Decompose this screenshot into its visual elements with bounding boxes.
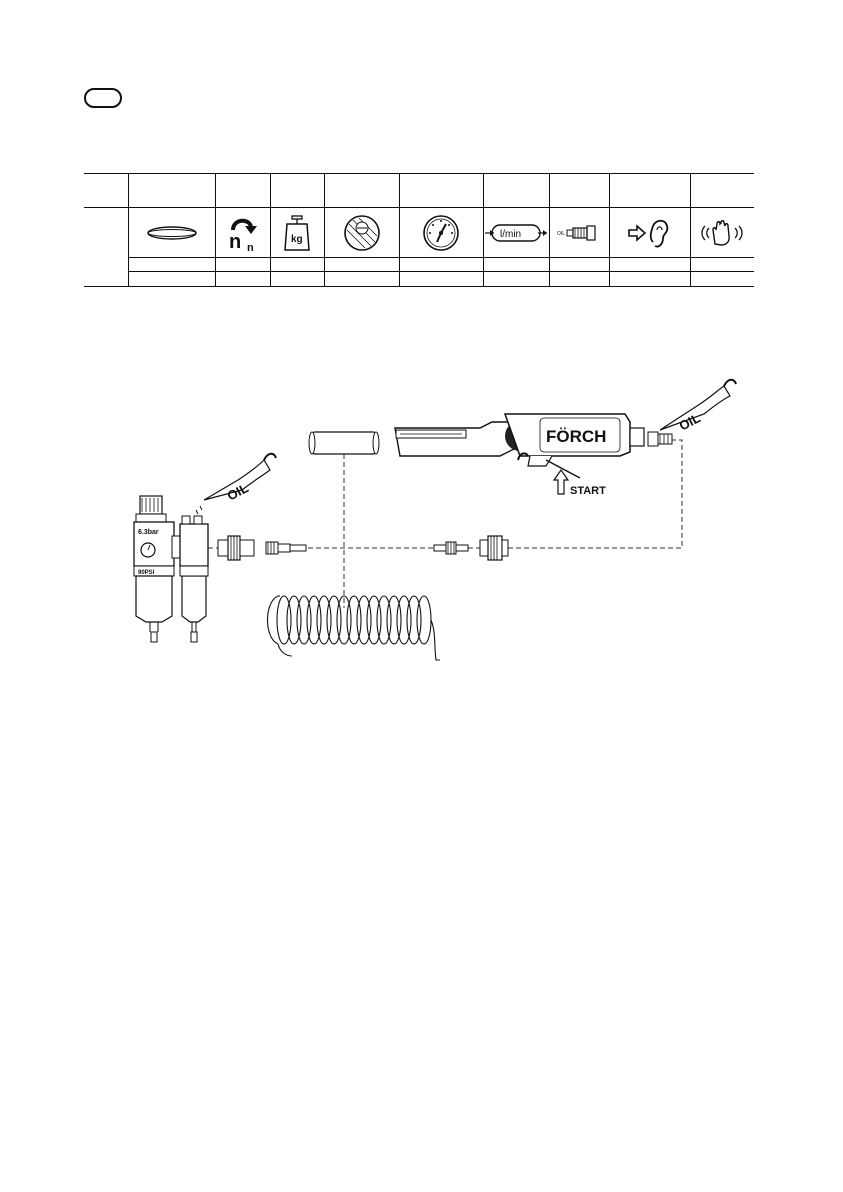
rotation-speed-icon: [215, 208, 270, 257]
svg-text:OIL: OIL: [557, 230, 566, 237]
spiral-hose-illustration: [268, 596, 441, 660]
oil-label-right: OIL: [676, 410, 703, 434]
table-row-rule: [128, 257, 754, 258]
connection-path: [208, 440, 682, 608]
start-label: START: [570, 485, 606, 497]
hose-connection-icon: [549, 208, 609, 257]
air-consumption-icon: [483, 208, 549, 257]
air-inlet-thread-icon: [324, 208, 399, 257]
operating-pressure-gauge-icon: [399, 208, 483, 257]
belt-sander-illustration: [395, 414, 644, 497]
oil-bottle-right-illustration: [660, 380, 736, 434]
weight-icon: [270, 208, 324, 257]
filter-regulator-illustration: [134, 496, 208, 642]
quick-coupling-left-illustration: [218, 536, 254, 560]
svg-text:l/min: l/min: [500, 228, 522, 240]
plug-nipple-left-illustration: [266, 542, 306, 554]
table-row-rule: [128, 271, 754, 272]
table-bottom-rule: [84, 286, 754, 287]
spec-table: [84, 173, 754, 287]
air-connection-diagram: [100, 370, 760, 670]
table-top-rule: [84, 173, 754, 174]
psi-text: 90PSI: [138, 570, 155, 576]
plug-nipple-right-illustration: [434, 542, 468, 554]
quick-coupling-right-illustration: [480, 536, 508, 560]
svg-text:kg: kg: [291, 233, 303, 245]
oil-label-left: OIL: [224, 480, 251, 504]
hose-segment-illustration: [309, 432, 379, 454]
vibration-icon: [690, 208, 754, 257]
brand-label: FÖRCH: [546, 427, 607, 446]
language-badge: [84, 88, 122, 108]
noise-level-icon: [609, 208, 690, 257]
svg-text:n: n: [246, 241, 254, 252]
tool-inlet-fitting-illustration: [648, 432, 672, 446]
svg-text:n: n: [228, 230, 241, 252]
belt-icon: [128, 208, 215, 257]
gauge-text: 6.3bar: [138, 529, 159, 536]
oil-bottle-left-illustration: [196, 454, 276, 514]
